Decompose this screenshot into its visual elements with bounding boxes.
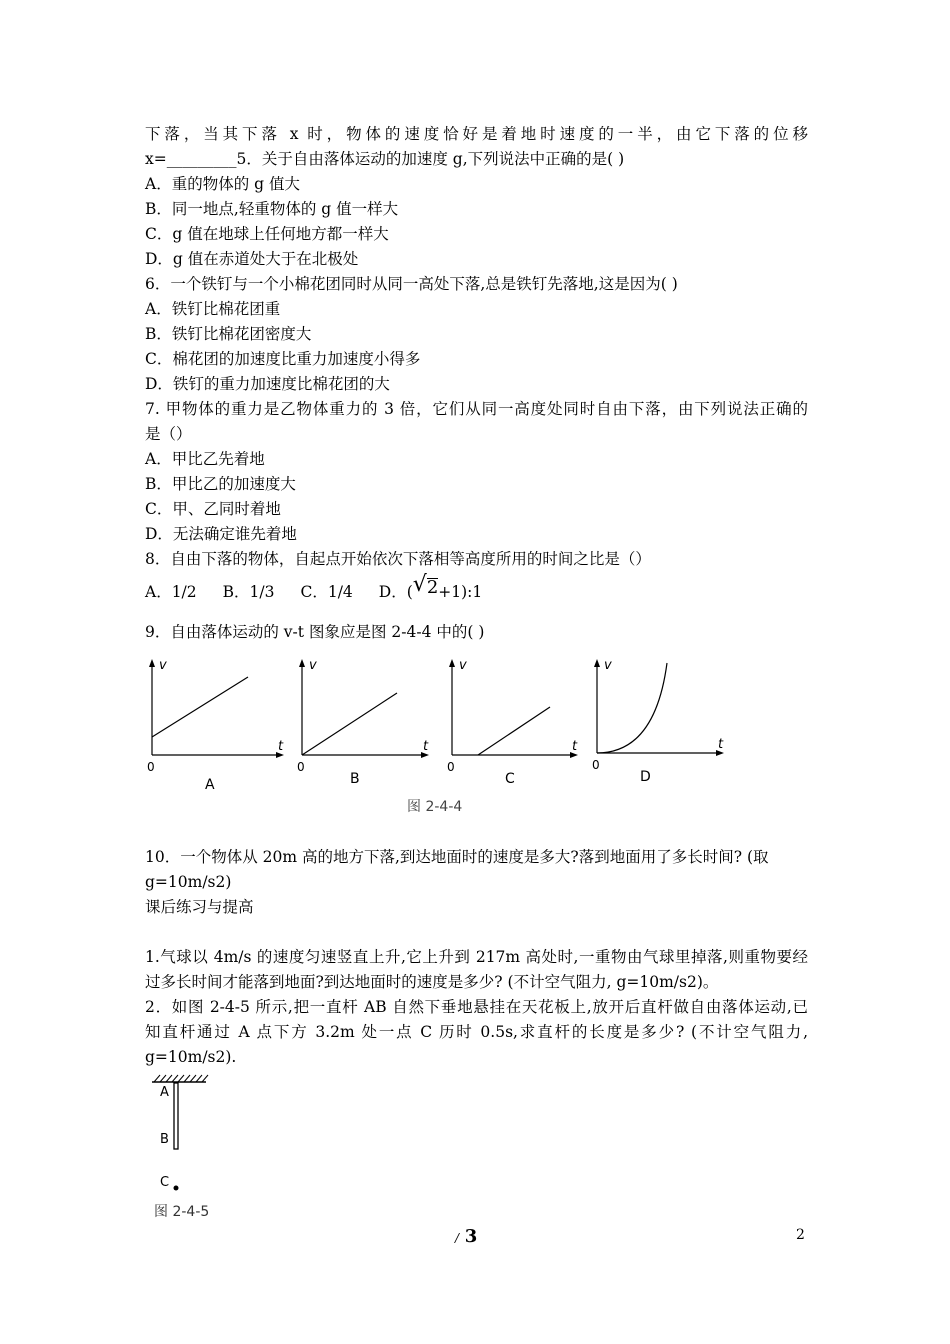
problem-2-line3: g=10m/s2). [145, 1048, 237, 1066]
axis-v-label: v [159, 658, 167, 673]
option-6c: C．棉花团的加速度比重力加速度小得多 [145, 350, 421, 368]
panel-label-d: D [640, 769, 651, 785]
axis-t-label: t [423, 739, 429, 754]
ceiling-hatch [154, 1075, 208, 1082]
option-8b: B．1/3 [222, 583, 275, 601]
option-8d-suffix: +1):1 [438, 583, 483, 601]
option-8a: A．1/2 [145, 583, 197, 601]
footer-total-pages: 3 [464, 1226, 478, 1247]
problem-1-line1: 1.气球以 4m/s 的速度匀速竖直上升,它上升到 217m 高处时,一重物由气球里掉落,则重物要经 [145, 948, 808, 966]
question-7-line2: 是（） [145, 425, 192, 443]
label-a: A [160, 1085, 169, 1100]
sqrt-radicand: 2 [426, 577, 439, 598]
problem-2-line1: 2．如图 2-4-5 所示,把一直杆 AB 自然下垂地悬挂在天花板上,放开后直杆做自由落体运动,已 [145, 998, 808, 1016]
graph-panel-a [147, 658, 284, 793]
origin-label: 0 [297, 760, 305, 774]
label-c: C [160, 1175, 170, 1190]
problem-1-line2: 过多长时间才能落到地面?到达地面时的速度是多少? (不计空气阻力, g=10m/s2)。 [145, 973, 719, 991]
option-5d: D．g 值在赤道处大于在北极处 [145, 250, 359, 268]
axis-t-label: t [718, 737, 724, 752]
panel-label-a: A [205, 777, 215, 793]
problem-2-line2: 知直杆通过 A 点下方 3.2m 处一点 C 历时 0.5s,求直杆的长度是多少? (不计空气阻力, [145, 1023, 808, 1041]
graph-panel-d [592, 658, 724, 785]
axis-v-label: v [459, 658, 467, 673]
origin-label: 0 [147, 760, 155, 774]
label-b: B [160, 1132, 169, 1147]
question-9: 9．自由落体运动的 v-t 图象应是图 2-4-4 中的( ) [145, 623, 485, 641]
rod-ab [174, 1083, 178, 1149]
graph-panel-c [447, 658, 578, 787]
graph-panel-b [297, 658, 429, 787]
option-5b: B．同一地点,轻重物体的 g 值一样大 [145, 200, 399, 218]
question-8: 8．自由下落的物体，自起点开始依次下落相等高度所用的时间之比是（） [145, 550, 651, 568]
panel-label-c: C [505, 771, 515, 787]
option-7c: C．甲、乙同时着地 [145, 500, 281, 518]
figure-2-4-4 [140, 655, 740, 820]
question-10-line2: g=10m/s2) [145, 873, 232, 891]
option-7d: D．无法确定谁先着地 [145, 525, 297, 543]
figure-2-4-5 [148, 1072, 238, 1222]
option-6d: D．铁钉的重力加速度比棉花团的大 [145, 375, 390, 393]
question-10-line1: 10．一个物体从 20m 高的地方下落,到达地面时的速度是多大?落到地面用了多长时间? (取 [145, 848, 769, 866]
options-8 [145, 572, 808, 605]
question-7-line1: 7. 甲物体的重力是乙物体重力的 3 倍，它们从同一高度处同时自由下落，由下列说法正确的 [145, 400, 808, 418]
page-footer-total [455, 1226, 477, 1247]
section-heading: 课后练习与提高 [145, 898, 254, 916]
sqrt-symbol: √ [412, 572, 427, 597]
page-number: 2 [796, 1227, 805, 1243]
option-7b: B．甲比乙的加速度大 [145, 475, 296, 493]
origin-label: 0 [592, 758, 600, 772]
option-8d-prefix: D．( [378, 583, 413, 601]
axis-v-label: v [604, 658, 612, 673]
option-6b: B．铁钉比棉花团密度大 [145, 325, 312, 343]
panel-label-b: B [350, 771, 360, 787]
question-5: x=_________5．关于自由落体运动的加速度 g,下列说法中正确的是( ) [145, 150, 625, 168]
question-6: 6．一个铁钉与一个小棉花团同时从同一高处下落,总是铁钉先落地,这是因为( ) [145, 275, 678, 293]
option-7a: A．甲比乙先着地 [145, 450, 265, 468]
point-c [174, 1186, 179, 1191]
axis-t-label: t [572, 739, 578, 754]
option-5a: A．重的物体的 g 值大 [145, 175, 300, 193]
option-8c: C．1/4 [300, 583, 353, 601]
footer-slash: / [455, 1231, 460, 1245]
option-6a: A．铁钉比棉花团重 [145, 300, 281, 318]
origin-label: 0 [447, 760, 455, 774]
axis-t-label: t [278, 739, 284, 754]
option-5c: C．g 值在地球上任何地方都一样大 [145, 225, 389, 243]
figure-caption: 图 2-4-4 [407, 799, 463, 815]
text-line: 下落，当其下落 x 时，物体的速度恰好是着地时速度的一半，由它下落的位移 [145, 125, 808, 143]
option-8d [378, 572, 483, 605]
figure-caption: 图 2-4-5 [154, 1204, 210, 1220]
axis-v-label: v [309, 658, 317, 673]
